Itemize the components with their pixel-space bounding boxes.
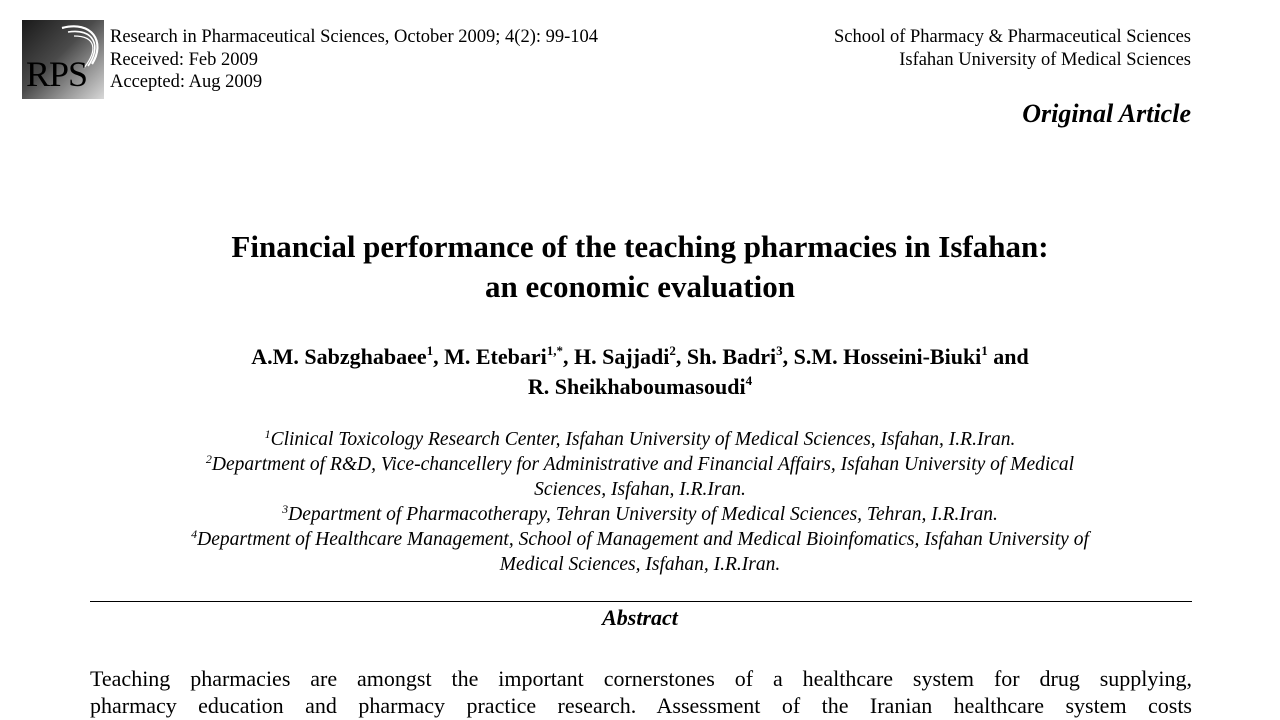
accepted-date: Accepted: Aug 2009 [110, 72, 263, 92]
affiliation-text: Department of R&D, Vice-chancellery for Administrative and Financial Affairs, Isfahan University of Medical [211, 454, 1075, 475]
paper-title [0, 227, 1280, 307]
author-name: H. Sajjadi [574, 344, 670, 369]
author-name: R. Sheikhaboumasoudi [527, 374, 746, 399]
affiliation-4-cont [0, 552, 1280, 577]
section-divider [90, 601, 1192, 602]
article-type: Original Article [1022, 99, 1191, 128]
affiliation-text: Department of Pharmacotherapy, Tehran University of Medical Sciences, Tehran, I.R.Iran. [288, 504, 998, 525]
affiliation-text: Medical Sciences, Isfahan, I.R.Iran. [499, 554, 781, 575]
author-name: A.M. Sabzghabaee [251, 344, 427, 369]
author-separator: , [675, 344, 687, 369]
abstract-body [90, 665, 1192, 719]
author-affil-sup: 2 [669, 343, 676, 358]
header-left [110, 26, 598, 94]
affiliation-2 [0, 452, 1280, 477]
affiliation-sup: 2 [205, 452, 212, 466]
author-line-1 [0, 342, 1280, 372]
author-separator: and [987, 344, 1029, 369]
abstract-line: Teaching pharmacies are amongst the important cornerstones of a healthcare system for drug supplying, [90, 666, 1192, 691]
author-affil-sup: 1 [981, 343, 988, 358]
school-name: School of Pharmacy & Pharmaceutical Sciences [833, 27, 1191, 47]
author-name: Sh. Badri [686, 344, 777, 369]
affiliation-text: Clinical Toxicology Research Center, Isfahan University of Medical Sciences, Isfahan, I.R.Iran. [270, 429, 1016, 450]
affiliation-text: Sciences, Isfahan, I.R.Iran. [534, 479, 746, 500]
affiliation-1 [0, 427, 1280, 452]
header-right [834, 26, 1191, 71]
affiliation-text: Department of Healthcare Management, School of Management and Medical Bioinfomatics, Isfahan University of [197, 529, 1089, 550]
affiliation-3 [0, 502, 1280, 527]
author-list [0, 342, 1280, 402]
affiliation-sup: 3 [282, 502, 289, 516]
author [574, 344, 687, 369]
journal-logo [22, 20, 104, 99]
author-affil-sup: 1,* [546, 343, 564, 358]
affiliation-list [0, 427, 1280, 577]
author-affil-sup: 1 [426, 343, 434, 358]
author-separator: , [563, 344, 575, 369]
author-name: S.M. Hosseini-Biuki [793, 344, 982, 369]
author-affil-sup: 4 [745, 373, 753, 388]
author [251, 344, 444, 369]
abstract-heading: Abstract [602, 605, 678, 630]
author-separator: , [433, 344, 445, 369]
author-line-2 [0, 372, 1280, 402]
author [687, 344, 794, 369]
author-name: M. Etebari [444, 344, 547, 369]
received-date: Received: Feb 2009 [110, 49, 258, 70]
author [528, 374, 752, 399]
affiliation-2-cont [0, 477, 1280, 502]
affiliation-sup: 1 [264, 427, 271, 441]
affiliation-sup: 4 [191, 527, 198, 541]
author [794, 344, 1029, 369]
logo-text: RPS [26, 54, 88, 94]
university-name: Isfahan University of Medical Sciences [899, 49, 1191, 70]
author [444, 344, 574, 369]
author-affil-sup: 3 [776, 343, 783, 358]
journal-citation: Research in Pharmaceutical Sciences, October 2009; 4(2): 99-104 [110, 27, 599, 47]
author-separator: , [782, 344, 794, 369]
abstract-line: pharmacy education and pharmacy practice research. Assessment of the Iranian healthcare system costs [90, 693, 1192, 718]
title-line-2: an economic evaluation [485, 269, 795, 304]
affiliation-4 [0, 527, 1280, 552]
title-line-1: Financial performance of the teaching pharmacies in Isfahan: [231, 229, 1049, 264]
